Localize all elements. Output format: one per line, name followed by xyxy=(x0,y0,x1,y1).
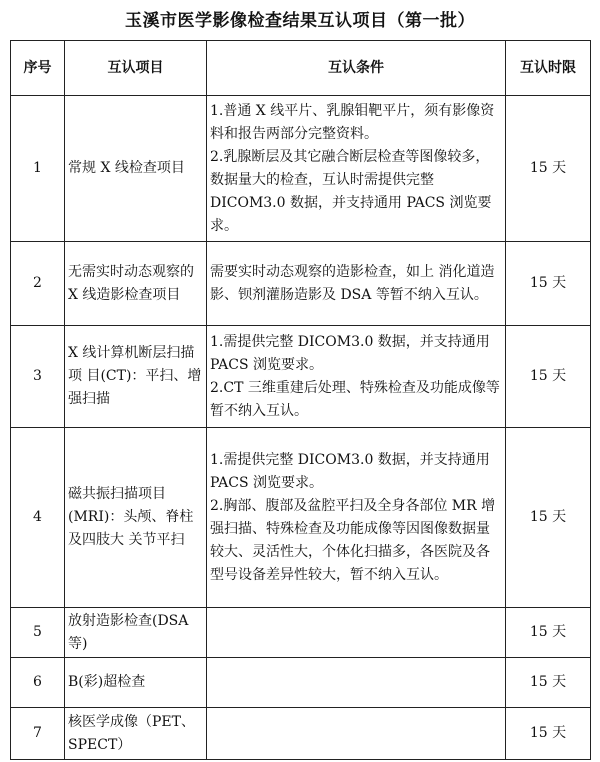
row-number: 4 xyxy=(11,428,65,608)
condition-line: 1.需提供完整 DICOM3.0 数据，并支持通用 PACS 浏览要求。 xyxy=(210,451,490,491)
row-condition xyxy=(207,428,506,608)
row-condition xyxy=(207,608,506,658)
condition-line: 1.普通 X 线平片、乳腺钼靶平片，须有影像资料和报告两部分完整资料。 xyxy=(210,102,495,142)
row-item: 磁共振扫描项目(MRI)：头颅、脊柱及四肢大 关节平扫 xyxy=(65,428,207,608)
row-item: X 线计算机断层扫描项 目(CT)：平扫、增强扫描 xyxy=(65,326,207,428)
row-time-limit: 15 天 xyxy=(506,326,591,428)
table-row xyxy=(11,708,591,760)
row-number: 2 xyxy=(11,242,65,326)
row-item: 常规 X 线检查项目 xyxy=(65,96,207,242)
header-item: 互认项目 xyxy=(65,41,207,96)
condition-line: 2.胸部、腹部及盆腔平扫及全身各部位 MR 增强扫描、特殊检查及功能成像等因图像数据量较大、灵活性大，个体化扫描多，各医院及各型号设备差异性较大，暂不纳入互认。 xyxy=(210,497,496,583)
row-item: 放射造影检查(DSA 等) xyxy=(65,608,207,658)
row-item: B(彩)超检查 xyxy=(65,658,207,708)
table-row xyxy=(11,242,591,326)
table-header-row xyxy=(11,41,591,96)
row-number: 7 xyxy=(11,708,65,760)
table-row xyxy=(11,658,591,708)
row-condition xyxy=(207,326,506,428)
row-time-limit: 15 天 xyxy=(506,608,591,658)
table-row xyxy=(11,428,591,608)
row-time-limit: 15 天 xyxy=(506,242,591,326)
row-time-limit: 15 天 xyxy=(506,708,591,760)
row-time-limit: 15 天 xyxy=(506,428,591,608)
header-time-limit: 互认时限 xyxy=(506,41,591,96)
condition-line: 1.需提供完整 DICOM3.0 数据，并支持通用 PACS 浏览要求。 xyxy=(210,333,490,373)
row-number: 6 xyxy=(11,658,65,708)
row-item: 核医学成像（PET、SPECT） xyxy=(65,708,207,760)
row-number: 5 xyxy=(11,608,65,658)
table-row xyxy=(11,608,591,658)
row-time-limit: 15 天 xyxy=(506,96,591,242)
row-condition xyxy=(207,242,506,326)
table-row xyxy=(11,326,591,428)
condition-line: 2.乳腺断层及其它融合断层检查等图像较多，数据量大的检查，互认时需提供完整 DICOM3.0 数据，并支持通用 PACS 浏览要求。 xyxy=(210,148,492,234)
header-number: 序号 xyxy=(11,41,65,96)
recognition-table xyxy=(10,40,591,760)
row-item: 无需实时动态观察的 X 线造影检查项目 xyxy=(65,242,207,326)
table-row xyxy=(11,96,591,242)
row-number: 3 xyxy=(11,326,65,428)
header-condition: 互认条件 xyxy=(207,41,506,96)
condition-line: 需要实时动态观察的造影检查，如上 消化道造影、钡剂灌肠造影及 DSA 等暂不纳入互认。 xyxy=(210,263,495,303)
row-number: 1 xyxy=(11,96,65,242)
condition-line: 2.CT 三维重建后处理、特殊检查及功能成像等暂不纳入互认。 xyxy=(210,379,500,419)
page-title: 玉溪市医学影像检查结果互认项目（第一批） xyxy=(125,11,475,31)
row-condition xyxy=(207,96,506,242)
row-time-limit: 15 天 xyxy=(506,658,591,708)
row-condition xyxy=(207,658,506,708)
row-condition xyxy=(207,708,506,760)
